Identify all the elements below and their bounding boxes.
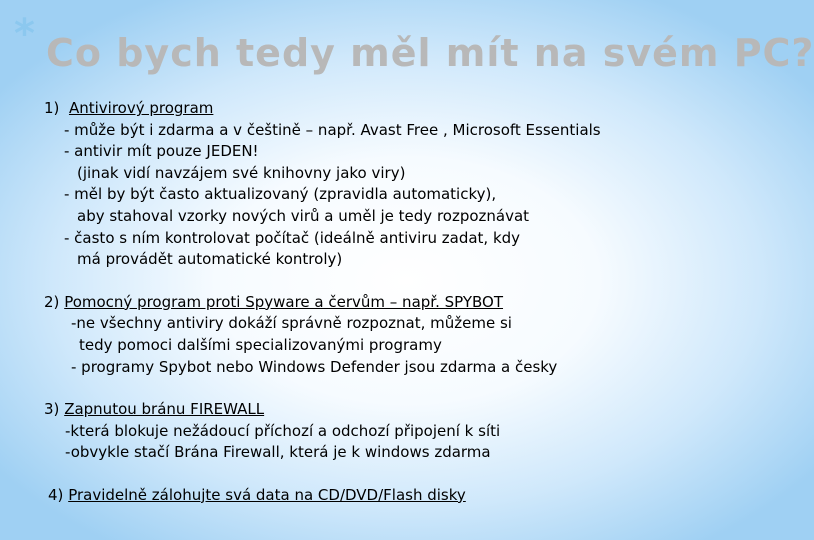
list-item: tedy pomoci dalšími specializovanými programy	[79, 335, 442, 354]
section-antispyware	[44, 292, 704, 378]
section-heading-line	[44, 292, 704, 314]
section-antivirus	[44, 98, 704, 271]
section-heading-line	[44, 399, 704, 421]
slide-content	[44, 98, 704, 507]
slide-title: Co bych tedy měl mít na svém PC?	[46, 31, 814, 75]
list-item: - antivir mít pouze JEDEN!	[64, 142, 259, 161]
list-item: (jinak vidí navzájem své knihovny jako viry)	[77, 163, 406, 182]
section-heading-line	[44, 98, 704, 120]
list-item: aby stahoval vzorky nových virů a uměl je tedy rozpoznávat	[77, 206, 530, 225]
section-number: 4)	[48, 485, 64, 504]
section-heading: Pomocný program proti Spyware a červům – např. SPYBOT	[64, 292, 504, 311]
section-firewall	[44, 399, 704, 464]
list-item: - často s ním kontrolovat počítač (ideálně antiviru zadat, kdy	[64, 228, 521, 247]
section-number: 3)	[44, 400, 60, 419]
list-item: - může být i zdarma a v češtině – např. Avast Free , Microsoft Essentials	[64, 120, 601, 139]
list-item: -ne všechny antiviry dokáží správně rozpoznat, můžeme si	[71, 314, 512, 333]
section-number: 1)	[44, 99, 60, 117]
list-item: - měl by být často aktualizovaný (zpravidla automaticky),	[64, 185, 497, 204]
section-number: 2)	[44, 292, 60, 311]
list-item: má provádět automatické kontroly)	[77, 250, 343, 269]
list-item: - programy Spybot nebo Windows Defender jsou zdarma a česky	[71, 357, 558, 376]
section-heading: Zapnutou bránu FIREWALL	[64, 400, 265, 419]
section-backup	[44, 485, 704, 507]
section-heading-line	[44, 485, 704, 507]
section-heading: Antivirový program	[68, 99, 214, 117]
list-item: -obvykle stačí Brána Firewall, která je k windows zdarma	[65, 443, 491, 462]
list-item: -která blokuje nežádoucí příchozí a odchozí připojení k síti	[65, 421, 501, 440]
title-bullet-asterisk: *	[14, 11, 35, 57]
section-heading: Pravidelně zálohujte svá data na CD/DVD/Flash disky	[68, 485, 466, 504]
